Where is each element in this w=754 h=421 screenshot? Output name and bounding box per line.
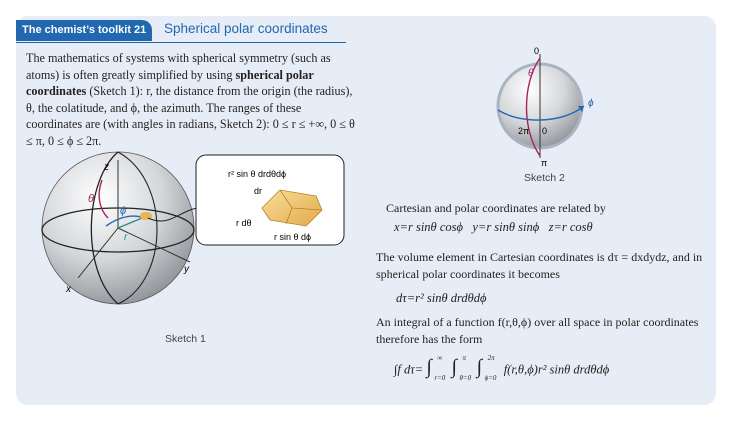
label-zero: 0 xyxy=(534,46,540,56)
sketch1-caption: Sketch 1 xyxy=(165,333,206,345)
integral-r: ∫ ∞ r=0 xyxy=(426,354,446,382)
volume-text: The volume element in Cartesian coordinates is dτ = dxdydz, and in spherical polar coordinates it becomes xyxy=(376,250,703,281)
intro-text-3: r, the distance from the origin (the radius), θ, the colatitude, and ϕ, the azimuth. The ranges of these coordinates are (with angles in radians, Sketch 2): 0 ≤ r ≤ +∞, 0 ≤ θ ≤ π, 0 ≤ ϕ ≤ 2π. xyxy=(26,84,355,148)
label-r: r xyxy=(124,232,128,243)
toolkit-badge: The chemist’s toolkit 21 xyxy=(16,20,152,41)
sketch2-figure xyxy=(480,44,610,168)
label-2pi: 2π xyxy=(518,126,530,136)
label-theta-2: θ xyxy=(528,68,534,79)
intro-paragraph xyxy=(26,50,356,150)
coordinate-equations: x=r sinθ cosϕ y=r sinθ sinϕ z=r cosθ xyxy=(394,220,593,234)
toolkit-title: Spherical polar coordinates xyxy=(164,21,328,36)
integral-lhs: ∫f dτ= xyxy=(394,362,424,377)
inset-rdtheta: r dθ xyxy=(236,218,252,228)
sketch1-figure xyxy=(30,150,360,330)
volume-element-eq: dτ=r² sinθ drdθdϕ xyxy=(396,291,487,305)
relation-text: Cartesian and polar coordinates are related by xyxy=(386,201,606,215)
label-phi: ϕ xyxy=(120,205,127,217)
sketch2-caption: Sketch 2 xyxy=(524,172,565,184)
label-x: x xyxy=(66,284,71,295)
label-z: z xyxy=(104,162,109,173)
label-pi: π xyxy=(541,158,548,168)
title-rule xyxy=(16,42,346,43)
intro-text-2: (Sketch 1): xyxy=(86,84,147,99)
integral-text: An integral of a function f(r,θ,ϕ) over all space in polar coordinates therefore has the form xyxy=(376,315,699,346)
intro-text-1: The mathematics of systems with spherical symmetry (such as atoms) is often greatly simplified by using xyxy=(26,51,331,82)
inset-rsin: r sin θ dϕ xyxy=(274,232,312,242)
integral-phi: ∫ 2π ϕ=0 xyxy=(476,354,497,382)
inset-volume-label: r² sin θ drdθdϕ xyxy=(228,169,287,179)
intro-bold-term: spherical polar coordinates xyxy=(26,67,314,99)
integral-rhs: f(r,θ,ϕ)r² sinθ drdθdϕ xyxy=(503,362,610,377)
integral-equation xyxy=(394,354,610,386)
label-phi-2: ϕ xyxy=(588,98,594,109)
label-theta: θ xyxy=(88,193,94,205)
inset-dr: dr xyxy=(254,186,263,196)
label-zero-2: 0 xyxy=(542,126,548,136)
label-y: y xyxy=(184,264,189,275)
integral-theta: ∫ π θ=0 xyxy=(451,354,472,382)
